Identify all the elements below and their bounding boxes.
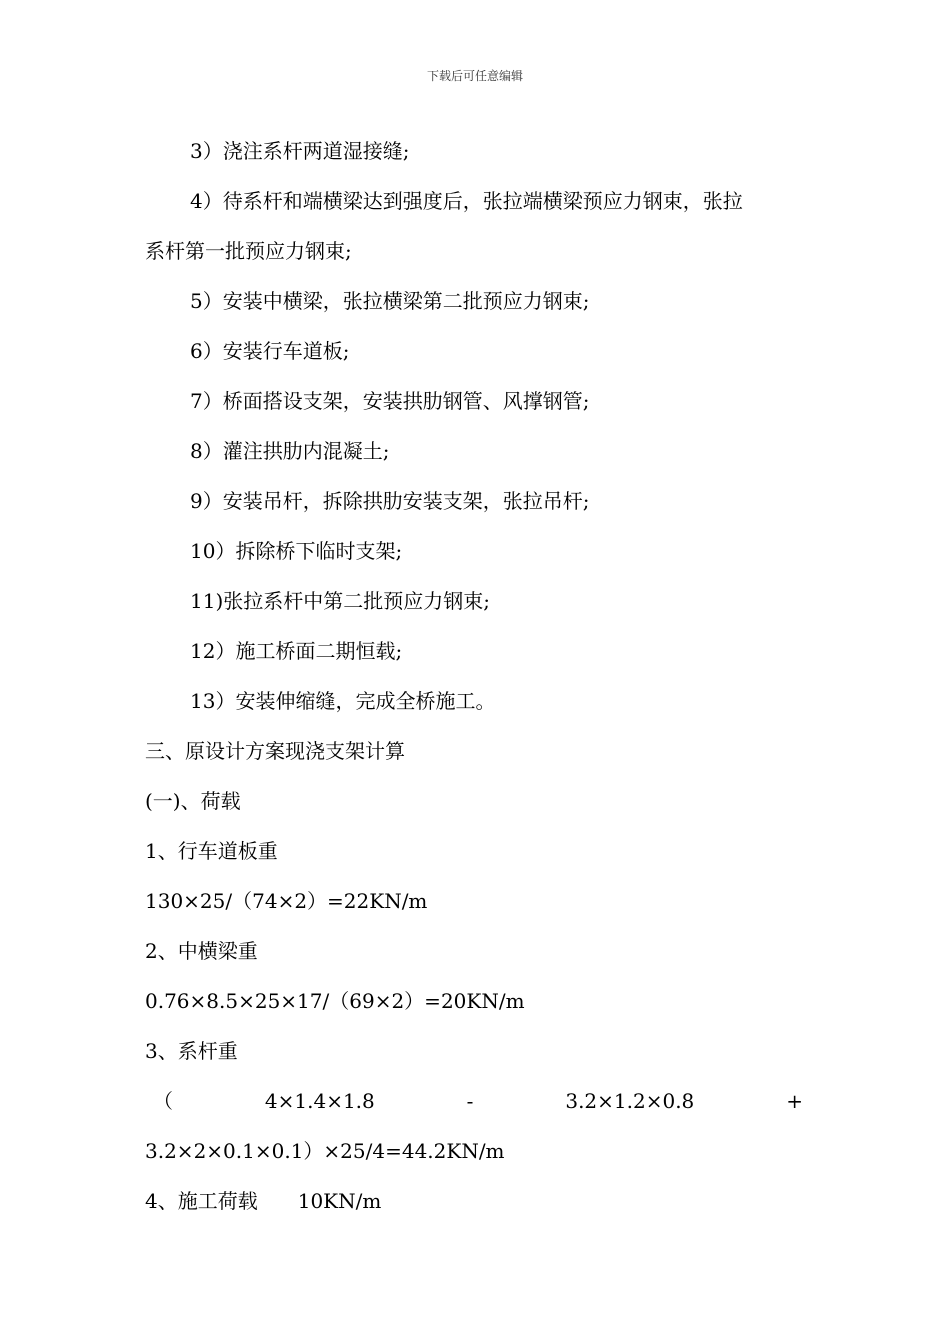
- step-8: 8）灌注拱肋内混凝土;: [190, 439, 390, 463]
- step-4-continued: 系杆第一批预应力钢束;: [145, 239, 352, 263]
- subsection-heading: (一)、荷载: [145, 789, 241, 813]
- section-heading: 三、原设计方案现浇支架计算: [145, 739, 405, 763]
- step-13: 13）安装伸缩缝，完成全桥施工。: [190, 689, 496, 713]
- step-10: 10）拆除桥下临时支架;: [190, 539, 403, 563]
- step-5: 5）安装中横梁，张拉横梁第二批预应力钢束;: [190, 289, 590, 313]
- step-12: 12）施工桥面二期恒载;: [190, 639, 403, 663]
- formula-term-1: 4×1.4×1.8: [264, 1089, 375, 1113]
- step-6: 6）安装行车道板;: [190, 339, 350, 363]
- step-11: 11)张拉系杆中第二批预应力钢束;: [190, 589, 490, 613]
- formula-plus: +: [786, 1089, 803, 1113]
- item-3-formula-line-1: [145, 1087, 807, 1137]
- item-4-heading: 4、施工荷载 10KN/m: [145, 1189, 382, 1213]
- item-2-heading: 2、中横梁重: [145, 939, 258, 963]
- formula-term-2: 3.2×1.2×0.8: [565, 1089, 695, 1113]
- step-9: 9）安装吊杆，拆除拱肋安装支架，张拉吊杆;: [190, 489, 590, 513]
- item-1-formula: 130×25/（74×2）=22KN/m: [145, 889, 428, 913]
- page-header: 下载后可任意编辑: [426, 69, 523, 83]
- formula-minus: -: [466, 1089, 474, 1113]
- item-3-formula-line-2: 3.2×2×0.1×0.1）×25/4=44.2KN/m: [145, 1139, 505, 1163]
- item-3-heading: 3、系杆重: [145, 1039, 238, 1063]
- document-body: [145, 137, 807, 1237]
- item-1-heading: 1、行车道板重: [145, 839, 278, 863]
- item-2-formula: 0.76×8.5×25×17/（69×2）=20KN/m: [145, 989, 525, 1013]
- step-3: 3）浇注系杆两道湿接缝;: [190, 139, 410, 163]
- formula-open-paren: （: [153, 1089, 173, 1113]
- step-4: 4）待系杆和端横梁达到强度后，张拉端横梁预应力钢束，张拉: [190, 189, 743, 213]
- step-7: 7）桥面搭设支架，安装拱肋钢管、风撑钢管;: [190, 389, 590, 413]
